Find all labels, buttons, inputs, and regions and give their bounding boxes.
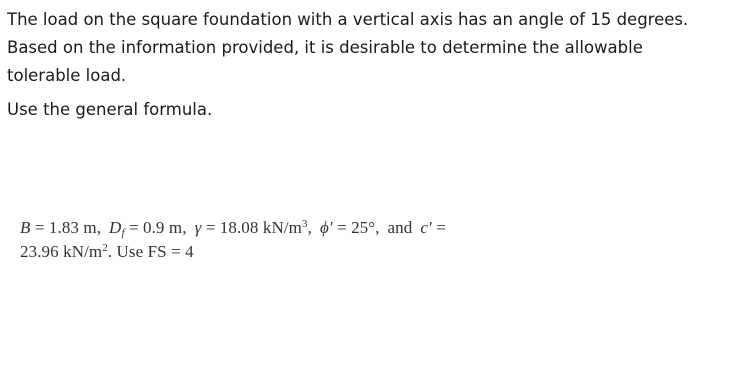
cohesion-exponent: 2 <box>102 242 108 254</box>
depth-subscript: f <box>121 227 125 239</box>
unit-weight-tail: , <box>307 218 312 237</box>
unit-weight-value: = 18.08 kN/m <box>201 218 302 237</box>
given-line-2 <box>20 240 730 264</box>
problem-statement <box>7 6 739 124</box>
cohesion-symbol: c′ <box>420 218 432 237</box>
problem-line-2: Based on the information provided, it is desirable to determine the allowable <box>7 38 643 57</box>
unit-weight-symbol: γ <box>194 218 202 237</box>
unit-weight-exponent: 3 <box>302 218 308 230</box>
given-line-1 <box>20 216 730 240</box>
depth-value: = 0.9 m, <box>124 218 187 237</box>
problem-line-1: The load on the square foundation with a vertical axis has an angle of 15 degrees. <box>7 10 689 29</box>
friction-angle-value: = 25°, <box>332 218 380 237</box>
width-value: = 1.83 m, <box>30 218 102 237</box>
depth-symbol: D <box>109 218 122 237</box>
and-word: and <box>387 218 413 237</box>
instruction-line: Use the general formula. <box>7 100 213 119</box>
friction-angle-symbol: ϕ′ <box>319 218 333 237</box>
cohesion-equals: = <box>431 218 446 237</box>
factor-of-safety: . Use FS = 4 <box>107 242 194 261</box>
problem-line-3: tolerable load. <box>7 66 127 85</box>
given-data-block <box>20 216 730 264</box>
cohesion-value: 23.96 kN/m <box>20 242 103 261</box>
width-symbol: B <box>20 218 31 237</box>
